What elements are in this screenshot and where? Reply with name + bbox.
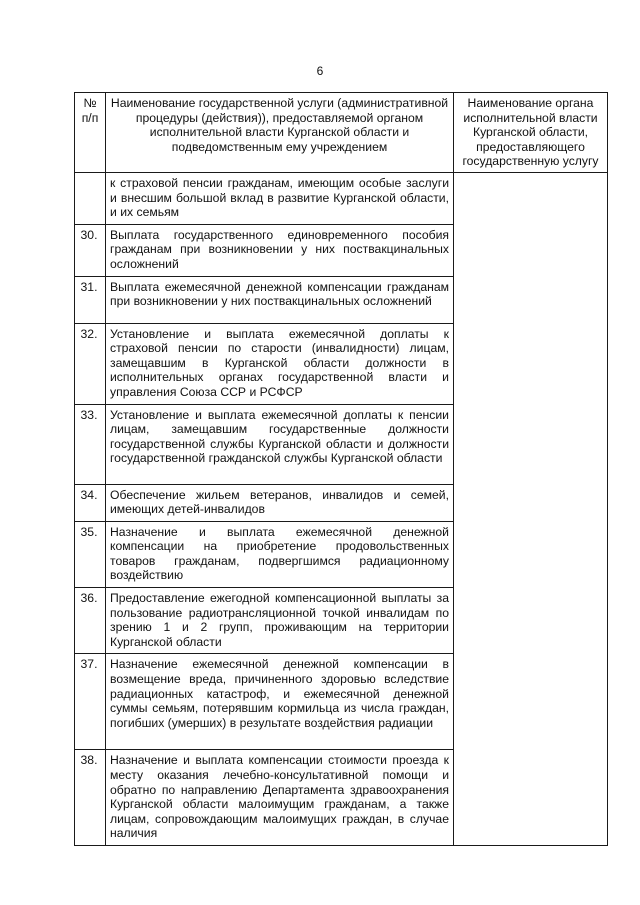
table-row [75, 404, 608, 484]
row-number: 36. [75, 588, 106, 654]
row-service-name: Назначение и выплата компенсации стоимости проезда к месту оказания лечебно-консультативной помощи и обратно по направлению Департамента здравоохранения Курганской области малоимущим гражданам, а также лицам, сопровождающим малоимущих граждан, в случае наличия [106, 750, 454, 846]
row-service-name: Назначение ежемесячной денежной компенсации в возмещение вреда, причиненного здоровью вследствие радиационных катастроф, и ежемесячной денежной суммы семьям, потерявшим кормильца из числа граждан, погибших (умерших) в результате воздействия радиации [106, 654, 454, 750]
row-service-name: Выплата ежемесячной денежной компенсации гражданам при возникновении у них поствакцинальных осложнений [106, 276, 454, 323]
table-row [75, 521, 608, 587]
row-authority [454, 521, 608, 587]
row-authority [454, 172, 608, 224]
table-row [75, 323, 608, 404]
row-authority [454, 224, 608, 276]
row-number [75, 172, 106, 224]
page-number: 6 [316, 64, 324, 78]
table-row [75, 172, 608, 224]
table-row [75, 484, 608, 521]
row-service-name: Установление и выплата ежемесячной доплаты к страховой пенсии по старости (инвалидности) лицам, замещавшим в Курганской области должности в исполнительных органах государственной власти и управления Союза ССР и РСФСР [106, 323, 454, 404]
row-service-name: Выплата государственного единовременного пособия гражданам при возникновении у них поствакцинальных осложнений [106, 224, 454, 276]
header-authority: Наименование органа исполнительной власти Курганской области, предоставляющего государственную услугу [454, 93, 608, 173]
row-authority [454, 404, 608, 484]
row-number: 33. [75, 404, 106, 484]
row-number: 31. [75, 276, 106, 323]
row-service-name: Назначение и выплата ежемесячной денежной компенсации на приобретение продовольственных товаров гражданам, подвергшимся радиационному воздействию [106, 521, 454, 587]
row-service-name: Обеспечение жильем ветеранов, инвалидов и семей, имеющих детей-инвалидов [106, 484, 454, 521]
row-number: 37. [75, 654, 106, 750]
row-authority [454, 323, 608, 404]
header-service-name: Наименование государственной услуги (административной процедуры (действия)), предоставляемой органом исполнительной власти Курганской области и подведомственным ему учреждением [106, 93, 454, 173]
row-number: 38. [75, 750, 106, 846]
table-header [75, 93, 608, 173]
table-row [75, 750, 608, 846]
row-number: 30. [75, 224, 106, 276]
row-authority [454, 750, 608, 846]
row-authority [454, 654, 608, 750]
services-table [74, 92, 608, 846]
row-authority [454, 588, 608, 654]
row-number: 32. [75, 323, 106, 404]
header-number: № п/п [75, 93, 106, 173]
table-body [75, 172, 608, 845]
table-row [75, 588, 608, 654]
row-service-name: Установление и выплата ежемесячной доплаты к пенсии лицам, замещавшим государственные должности государственной службы Курганской области и должности государственной гражданской службы Курганской области [106, 404, 454, 484]
table-row [75, 654, 608, 750]
table-row [75, 276, 608, 323]
row-service-name: к страховой пенсии гражданам, имеющим особые заслуги и внесшим большой вклад в развитие Курганской области, и их семьям [106, 172, 454, 224]
row-authority [454, 276, 608, 323]
row-number: 35. [75, 521, 106, 587]
row-authority [454, 484, 608, 521]
row-number: 34. [75, 484, 106, 521]
row-service-name: Предоставление ежегодной компенсационной выплаты за пользование радиотрансляционной точкой инвалидам по зрению 1 и 2 групп, проживающим на территории Курганской области [106, 588, 454, 654]
table-row [75, 224, 608, 276]
